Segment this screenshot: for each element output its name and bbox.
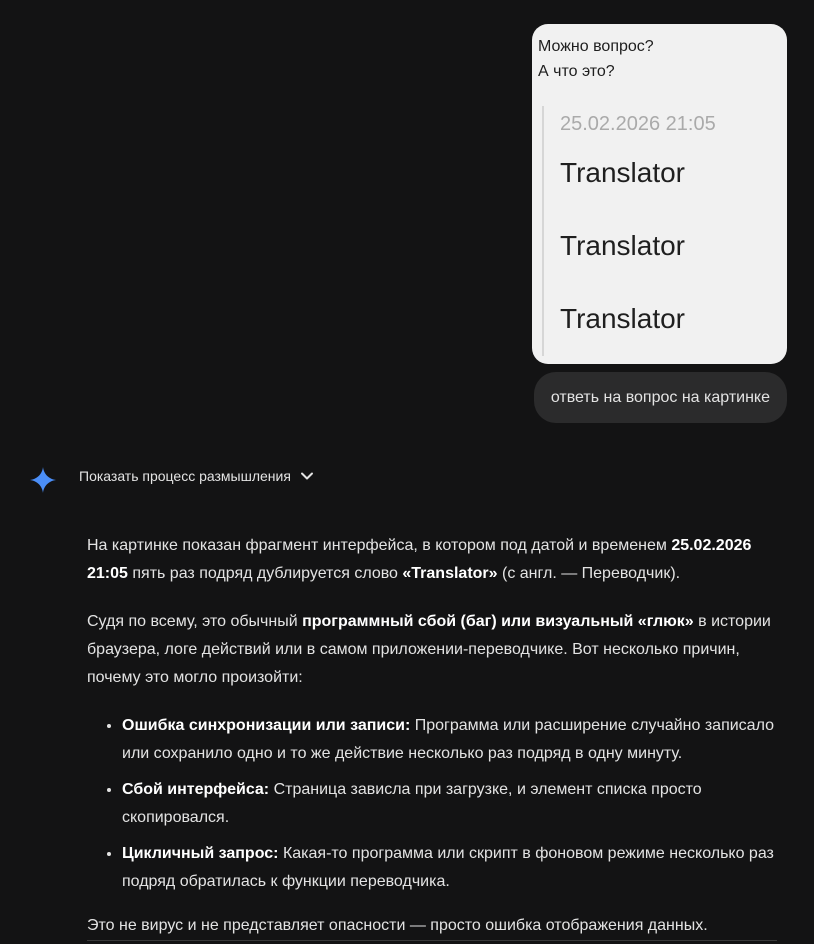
list-item [122,776,777,832]
text-run: На картинке показан фрагмент интерфейса, в котором под датой и временем [87,537,672,554]
image-history-item: Translator [560,303,686,334]
list-item-title: Ошибка синхронизации или записи: [122,717,411,734]
image-history-block [542,106,784,356]
bold-text: 25.02.2026 21:05 [87,537,752,582]
list-item-title: Сбой интерфейса: [122,781,270,798]
list-item-text: Страница зависла при загрузке, и элемент списка просто скопировался. [122,781,702,826]
image-text-line: Можно вопрос? [538,38,654,55]
image-date: 25.02.2026 21:05 [560,113,716,135]
show-thinking-button[interactable] [79,468,315,484]
divider [87,940,777,941]
bold-text: программный сбой (баг) или визуальный «глюк» [302,613,694,630]
image-text-line: А что это? [538,63,615,80]
text-run: Судя по всему, это обычный [87,613,303,630]
chevron-down-icon [299,468,315,484]
user-attached-image[interactable] [532,24,787,364]
response-paragraph [87,532,777,588]
show-thinking-label: Показать процесс размышления [79,468,291,484]
response-conclusion: Это не вирус и не представляет опасности — просто ошибка отображения данных. [87,917,708,934]
image-history-item: Translator [560,230,686,261]
user-message-bubble [534,372,787,423]
list-item [122,712,777,768]
image-history-item: Translator [560,157,686,188]
image-message-text [538,34,654,84]
list-item-text: Программа или расширение случайно записало или сохранило одно и то же действие несколько раз подряд в одну минуту. [122,717,774,762]
bold-text: «Translator» [402,565,498,582]
text-run: пять раз подряд дублируется слово [127,565,403,582]
reasons-list [87,712,777,896]
user-message-text: ответь на вопрос на картинке [550,388,770,406]
text-run: (с англ. — Переводчик). [497,565,681,582]
response-body [87,532,777,944]
list-item [122,840,777,896]
list-item-title: Цикличный запрос: [122,845,279,862]
text-run: в истории браузера, логе действий или в самом приложении-переводчике. Вот несколько причин, почему это могло произойти: [87,613,771,686]
response-paragraph [87,608,777,692]
gemini-spark-icon [30,467,56,493]
list-item-text: Какая-то программа или скрипт в фоновом режиме несколько раз подряд обратилась к функции переводчика. [122,845,774,890]
